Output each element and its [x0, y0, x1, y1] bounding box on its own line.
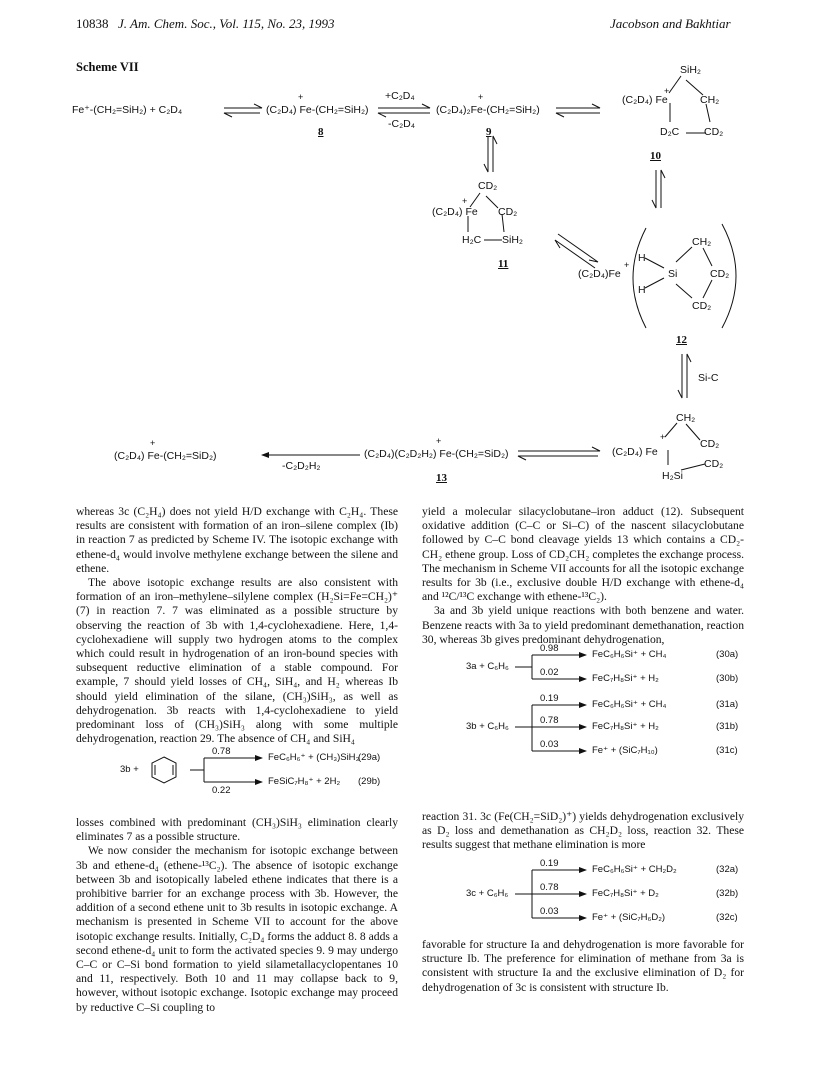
- reaction-29-branches: [152, 757, 262, 783]
- ringF-cd2-bottom: CD₂: [704, 458, 724, 470]
- left-paragraph-3: losses combined with predominant (CH₃)SiH₃ elimination clearly eliminates 7 as a possible structure.: [76, 816, 398, 844]
- arrow-label-add: +C₂D₄: [385, 90, 415, 102]
- left-column-top: [76, 505, 398, 746]
- r29a-label: (29a): [358, 752, 381, 763]
- r30-reactant: 3a + C₆H₆: [466, 661, 509, 672]
- r29b-ratio: 0.22: [212, 785, 231, 796]
- right-paragraph-1: yield a molecular silacyclobutane–iron adduct (12). Subsequent oxidative addition (C–C or Si–C) of the nascent silacyclobutane followed by C–C bond cleavage yields 13 which contains a CD₂-CH₂ ethene group. Loss of CD₂CH₂ completes the exchange process. The mechanism in Scheme VII accounts for all the isotopic exchange results for 3b (i.e., exclusive double H/D exchange with ethene-d₄ and ¹²C/¹³C exchange with ethene-¹³C₂).: [422, 505, 744, 604]
- ring12-charge: +: [624, 260, 630, 270]
- r31c-product: Fe⁺ + (SiC₇H₁₀): [592, 745, 658, 756]
- label-8: 8: [318, 126, 324, 138]
- product-species: (C₂D₄) Fe-(CH₂=SiD₂): [114, 450, 217, 462]
- journal-citation: J. Am. Chem. Soc., Vol. 115, No. 23, 1993: [118, 16, 335, 31]
- r32a-label: (32a): [716, 864, 739, 875]
- species-13: (C₂D₄)(C₂D₂H₂) Fe-(CH₂=SiD₂): [364, 448, 509, 460]
- charge-13: +: [436, 436, 442, 446]
- charge-9: +: [478, 92, 484, 102]
- r31b-label: (31b): [716, 721, 739, 732]
- equilibrium-arrow-12-ring: [678, 354, 691, 398]
- ring12-fe: (C₂D₄)Fe: [578, 268, 621, 280]
- ring10-d2c: D₂C: [660, 126, 680, 138]
- equilibrium-arrow-11-12: [555, 234, 598, 268]
- ringF-ch2: CH₂: [676, 412, 696, 424]
- r30b-label: (30b): [716, 673, 739, 684]
- r29b-product: FeSiC₇H₈⁺ + 2H₂: [268, 776, 341, 787]
- r32b-ratio: 0.78: [540, 882, 559, 893]
- equilibrium-arrow-9-11: [484, 136, 497, 172]
- species-9: (C₂D₄)₂Fe-(CH₂=SiH₂): [436, 104, 540, 116]
- r32a-product: FeC₆H₆Si⁺ + CH₂D₂: [592, 864, 677, 875]
- ring11-fe: (C₂D₄) Fe: [432, 206, 478, 218]
- r31-reactant: 3b + C₆H₆: [466, 721, 509, 732]
- ring10-fe: (C₂D₄) Fe: [622, 94, 668, 106]
- right-paragraph-4: favorable for structure Ia and dehydrogenation is more favorable for structure Ib. The preference for elimination of methane from 3a is consistent with structure Ia and the exclusive elimination of D₂ for dehydrogenation of 3c is consistent with structure Ib.: [422, 938, 744, 994]
- ring10-charge: +: [664, 86, 670, 96]
- r30a-label: (30a): [716, 649, 739, 660]
- r29b-label: (29b): [358, 776, 381, 787]
- r31a-product: FeC₆H₆Si⁺ + CH₄: [592, 699, 667, 710]
- r32-reactant: 3c + C₆H₆: [466, 888, 509, 899]
- r31b-product: FeC₇H₈Si⁺ + H₂: [592, 721, 659, 732]
- r30a-product: FeC₆H₆Si⁺ + CH₄: [592, 649, 667, 660]
- left-column-bottom: [76, 816, 398, 1015]
- ringF-cd2-top: CD₂: [700, 438, 720, 450]
- ring-final: [665, 423, 705, 470]
- r32c-ratio: 0.03: [540, 906, 559, 917]
- reactant-species: Fe⁺-(CH₂=SiH₂) + C₂D₄: [72, 104, 183, 116]
- left-paragraph-4: We now consider the mechanism for isotopic exchange between 3b and ethene-d₄ (ethene-¹³C₂). The absence of isotopic exchange between 3b and isotopically labeled ethene indicates that there is a prohibitive barrier for an exchange process with 3b. However, the addition of a second ethene unit to 3b results in isotopic exchange. A mechanism is presented in Scheme VII to account for the above isotopic exchange results. Initially, C₂D₄ forms the adduct 8. 8 adds a second ethene-d₄ unit to form the activated species 9. 9 may undergo C–C or C–Si bond formation to yield silametallacyclopentanes 10 and 11, respectively. Both 10 and 11 may collapse back to 9, however, without isotopic exchange. Isotopic exchange may proceed by reductive C–Si coupling to: [76, 844, 398, 1014]
- r31c-ratio: 0.03: [540, 739, 559, 750]
- label-12: 12: [676, 334, 687, 346]
- r29a-ratio: 0.78: [212, 746, 231, 757]
- ring11-h2c: H₂C: [462, 234, 482, 246]
- right-column-middle: [422, 810, 744, 853]
- scheme-title: Scheme VII: [76, 60, 139, 74]
- right-paragraph-2: 3a and 3b yield unique reactions with both benzene and water. Benzene reacts with 3a to yield predominant demethanation, reaction 30, whereas 3b gives predominant dehydrogenation,: [422, 604, 744, 646]
- ring12-cd2-right: CD₂: [710, 268, 730, 280]
- species-8: (C₂D₄) Fe-(CH₂=SiH₂): [266, 104, 369, 116]
- label-9: 9: [486, 126, 492, 138]
- ring11-cd2-right: CD₂: [498, 206, 518, 218]
- ring11-charge: +: [462, 196, 468, 206]
- r31b-ratio: 0.78: [540, 715, 559, 726]
- equilibrium-arrow-3: [556, 104, 600, 117]
- ring11-cd2-top: CD₂: [478, 180, 498, 192]
- arrow-label-loss: -C₂D₂H₂: [282, 460, 321, 472]
- page-number: 10838: [76, 16, 109, 31]
- left-paragraph-1: whereas 3c (C₂H₄) does not yield H/D exchange with C₂H₄. These results are consistent with formation of an iron–silene complex (Ib) in reaction 7 as predicted by Scheme IV. The isotopic exchange with ethene-d₄ would involve methylene exchange between the silene and ethene.: [76, 505, 398, 575]
- ring11-sih2: SiH₂: [502, 234, 523, 246]
- running-authors: Jacobson and Bakhtiar: [610, 16, 731, 31]
- si-c-label: Si-C: [698, 372, 719, 384]
- r32c-label: (32c): [716, 912, 738, 923]
- equilibrium-arrow-1: [224, 104, 262, 117]
- charge-8: +: [298, 92, 304, 102]
- r31a-label: (31a): [716, 699, 739, 710]
- r30b-product: FeC₇H₈Si⁺ + H₂: [592, 673, 659, 684]
- r30a-ratio: 0.98: [540, 643, 559, 654]
- ringF-charge: +: [660, 432, 666, 442]
- ring12-h-top: H: [638, 252, 646, 264]
- r32c-product: Fe⁺ + (SiC₇H₆D₂): [592, 912, 666, 923]
- r32a-ratio: 0.19: [540, 858, 559, 869]
- charge-product: +: [150, 438, 156, 448]
- equilibrium-arrow-ring-13: [518, 447, 600, 460]
- r29-reactant: 3b +: [120, 764, 139, 775]
- left-paragraph-2: The above isotopic exchange results are also consistent with formation of an iron–methylene–silylene complex (H₂Si=Fe=CH₂)⁺ (7) in reaction 7. 7 was eliminated as a possible structure by observing the reaction of 3b with 1,4-cyclohexadiene. Here, 1,4-cyclohexadiene will supply two hydrogen atoms to the complex which could result in hydrogenation of an iron-bound species with subsequent reductive elimination of a stable compound. For example, 7 should yield losses of CH₄, SiH₄, and H₂ whereas Ib should yield elimination of the silane, (CH₃)SiH₃, as well as dehydrogenation. 3b reacts with 1,4-cyclohexadiene to yield predominant loss of (CH₃)SiH₃ along with some multiple dehydrogenation, reaction 29. The absence of CH₄ and SiH₄: [76, 576, 398, 746]
- right-column-top: [422, 505, 744, 647]
- label-10: 10: [650, 150, 661, 162]
- r31c-label: (31c): [716, 745, 738, 756]
- r30b-ratio: 0.02: [540, 667, 559, 678]
- r32b-product: FeC₇H₈Si⁺ + D₂: [592, 888, 659, 899]
- ring10-sih2: SiH₂: [680, 64, 701, 76]
- r29a-product: FeC₆H₆⁺ + (CH₃)SiH₃: [268, 752, 360, 763]
- ring10-ch2: CH₂: [700, 94, 720, 106]
- ring12-ch2: CH₂: [692, 236, 712, 248]
- ringF-h2si: H₂Si: [662, 470, 683, 482]
- ring12-h-bottom: H: [638, 284, 646, 296]
- right-column-bottom: [422, 938, 744, 995]
- equilibrium-arrow-2: [378, 104, 430, 117]
- equilibrium-arrow-10-12: [652, 170, 665, 208]
- ring12-si: Si: [668, 268, 678, 280]
- label-13: 13: [436, 472, 447, 484]
- r31a-ratio: 0.19: [540, 693, 559, 704]
- r32b-label: (32b): [716, 888, 739, 899]
- arrow-label-remove: -C₂D₄: [388, 118, 416, 130]
- ringF-fe: (C₂D₄) Fe: [612, 446, 658, 458]
- label-11: 11: [498, 258, 509, 270]
- ring10-cd2: CD₂: [704, 126, 724, 138]
- right-paragraph-3: reaction 31. 3c (Fe(CH₂=SiD₂)⁺) yields dehydrogenation exclusively as D₂ loss and demethanation as CH₂D₂ loss, reaction 32. These results suggest that methane elimination is more: [422, 810, 744, 852]
- ring12-cd2-bottom: CD₂: [692, 300, 712, 312]
